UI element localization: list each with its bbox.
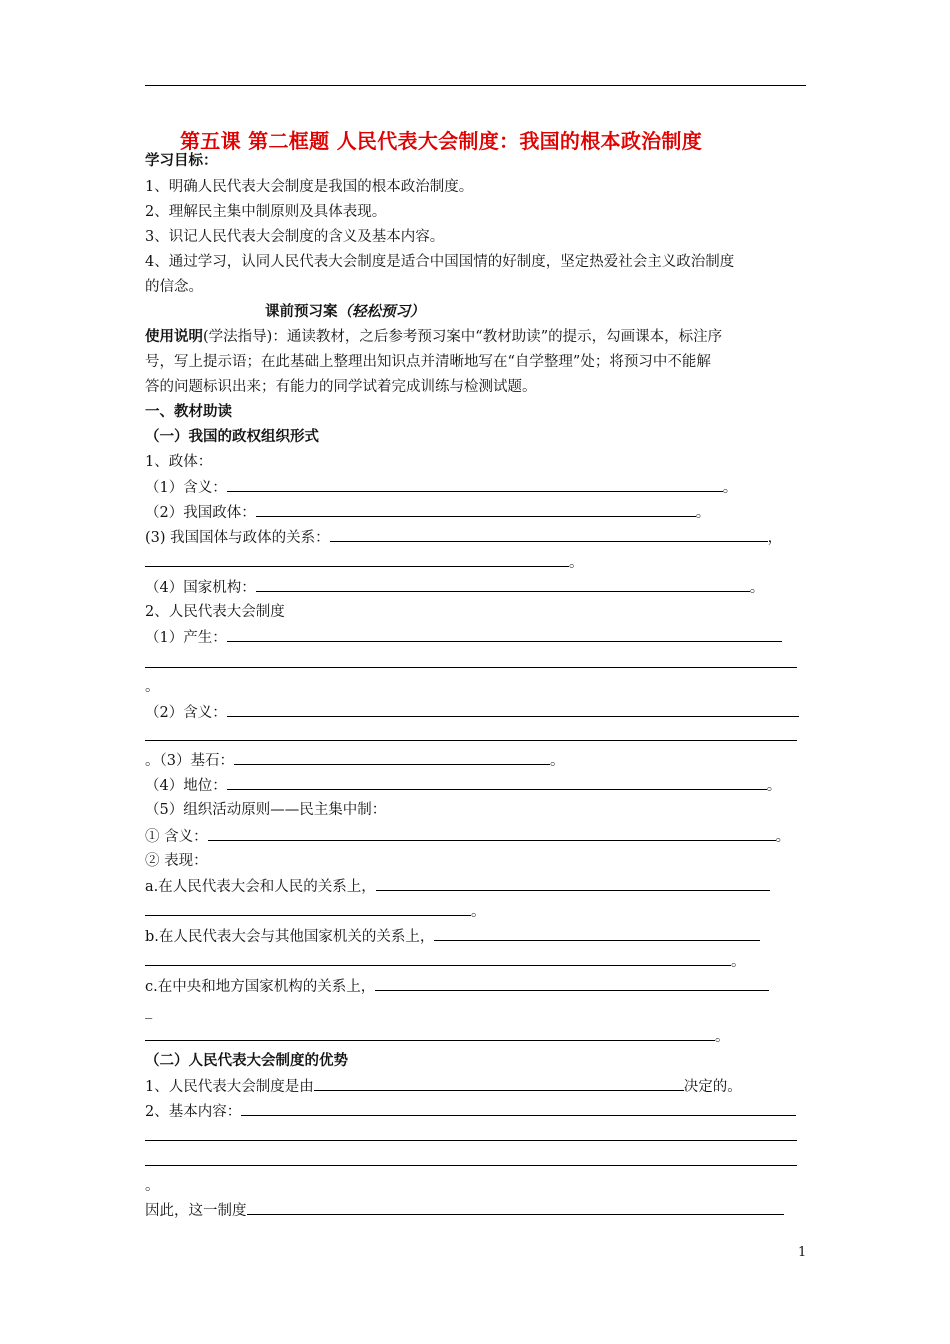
jishi-label: （3）基石： [159, 753, 234, 769]
b-blank-2[interactable] [145, 951, 731, 966]
period: 。 [569, 555, 584, 571]
chansheng-blank[interactable] [227, 627, 782, 642]
renda-heading: 2、人民代表大会制度 [145, 604, 285, 620]
section1-heading: 一、教材助读 [145, 403, 232, 420]
a-label: a.在人民代表大会和人民的关系上， [145, 879, 376, 895]
period: 。 [471, 904, 486, 920]
objective-item: 1、明确人民代表大会制度是我国的根本政治制度。 [145, 179, 474, 195]
c1-row [145, 826, 790, 846]
comma: ， [767, 530, 783, 546]
period: 。 [549, 753, 565, 769]
header-rule [145, 85, 806, 86]
period: 。 [766, 778, 782, 794]
preview-heading [265, 302, 425, 322]
yuanze-label: （5）组织活动原则——民主集中制： [145, 802, 387, 818]
woguo-label: （2）我国政体： [145, 505, 256, 521]
period: 。 [722, 480, 738, 496]
hanyi2-label: （2）含义： [145, 705, 227, 721]
usage-text: (学法指导)：通读教材，之后参考预习案中“教材助读”的提示，勾画课本，标注序 [203, 329, 723, 345]
guanxi-blank-2[interactable] [145, 552, 569, 567]
c-label: c.在中央和地方国家机构的关系上， [145, 979, 376, 995]
jigou-blank[interactable] [256, 577, 750, 592]
b-blank[interactable] [434, 926, 760, 941]
c-row-3 [145, 1026, 730, 1046]
yinci-blank[interactable] [247, 1200, 784, 1215]
answer-line[interactable] [145, 667, 797, 668]
period: 。 [775, 829, 791, 845]
usage-line: 号，写上提示语；在此基础上整理出知识点并清晰地写在“自学整理”处；将预习中不能解 [145, 354, 711, 370]
usage-line: 答的问题标识出来；有能力的同学试着完成训练与检测试题。 [145, 379, 537, 395]
you1-label: 1、人民代表大会制度是由 [145, 1079, 314, 1095]
page-number: 1 [798, 1245, 807, 1260]
b-label: b.在人民代表大会与其他国家机关的关系上， [145, 929, 435, 945]
woguo-blank[interactable] [256, 502, 696, 517]
usage-line [145, 327, 722, 347]
you2-row [145, 1101, 796, 1121]
guanxi-row [145, 527, 782, 547]
you1-suffix: 决定的。 [683, 1079, 742, 1095]
hanyi-row [145, 477, 737, 497]
guanxi-label: (3) 我国国体与政体的关系： [145, 530, 330, 546]
objective-item: 的信念。 [145, 279, 203, 295]
jigou-row [145, 577, 764, 597]
chansheng-label: （1）产生： [145, 630, 227, 646]
preview-heading-note: （轻松预习） [337, 303, 425, 320]
jishi-row [145, 750, 564, 770]
c1-blank[interactable] [208, 826, 776, 841]
guanxi-blank[interactable] [330, 527, 768, 542]
period-line: 。 [145, 679, 160, 695]
yinci-label: 因此，这一制度 [145, 1203, 247, 1219]
page-title: 第五课 第二框题 人民代表大会制度：我国的根本政治制度 [180, 129, 703, 153]
b-row [145, 926, 760, 946]
you2-blank[interactable] [241, 1101, 796, 1116]
objective-item: 3、识记人民代表大会制度的含义及基本内容。 [145, 229, 445, 245]
hanyi-label: （1）含义： [145, 480, 227, 496]
jigou-label: （4）国家机构： [145, 580, 256, 596]
answer-line[interactable] [145, 740, 797, 741]
yinci-row [145, 1200, 784, 1220]
c-row [145, 976, 769, 996]
usage-label: 使用说明 [145, 328, 203, 345]
guanxi-row-2 [145, 552, 584, 572]
b-row-2 [145, 951, 746, 971]
period-line: 。 [145, 1178, 160, 1194]
c2-label: ② 表现： [145, 853, 208, 869]
hanyi2-row [145, 702, 799, 722]
you2-label: 2、基本内容： [145, 1104, 242, 1120]
hanyi-blank[interactable] [227, 477, 723, 492]
a-blank[interactable] [376, 876, 770, 891]
c-blank-3[interactable] [145, 1026, 715, 1041]
period: 。 [145, 753, 160, 769]
objectives-heading: 学习目标： [145, 152, 218, 169]
chansheng-row [145, 627, 782, 647]
subsection1-heading: （一）我国的政权组织形式 [145, 428, 319, 445]
zhengti-label: 1、政体： [145, 454, 213, 470]
objective-item: 4、通过学习，认同人民代表大会制度是适合中国国情的好制度，坚定热爱社会主义政治制度 [145, 254, 735, 270]
diwei-blank[interactable] [227, 775, 767, 790]
diwei-label: （4）地位： [145, 778, 227, 794]
c-blank[interactable] [375, 976, 769, 991]
diwei-row [145, 775, 781, 795]
period: 。 [695, 505, 711, 521]
a-row-2 [145, 901, 486, 921]
answer-line[interactable] [145, 1165, 797, 1166]
c-dash: _ [145, 1003, 153, 1019]
hanyi2-blank[interactable] [227, 702, 799, 717]
c1-label: ① 含义： [145, 829, 208, 845]
period: 。 [749, 580, 765, 596]
subsection2-heading: （二）人民代表大会制度的优势 [145, 1052, 348, 1069]
a-blank-2[interactable] [145, 901, 471, 916]
period: 。 [715, 1029, 730, 1045]
a-row [145, 876, 770, 896]
period: 。 [731, 954, 746, 970]
you1-blank[interactable] [314, 1076, 684, 1091]
you1-row [145, 1076, 742, 1096]
answer-line[interactable] [145, 1140, 797, 1141]
woguo-row [145, 502, 710, 522]
objective-item: 2、理解民主集中制原则及具体表现。 [145, 204, 387, 220]
preview-heading-text: 课前预习案 [265, 303, 338, 320]
jishi-blank[interactable] [234, 750, 550, 765]
